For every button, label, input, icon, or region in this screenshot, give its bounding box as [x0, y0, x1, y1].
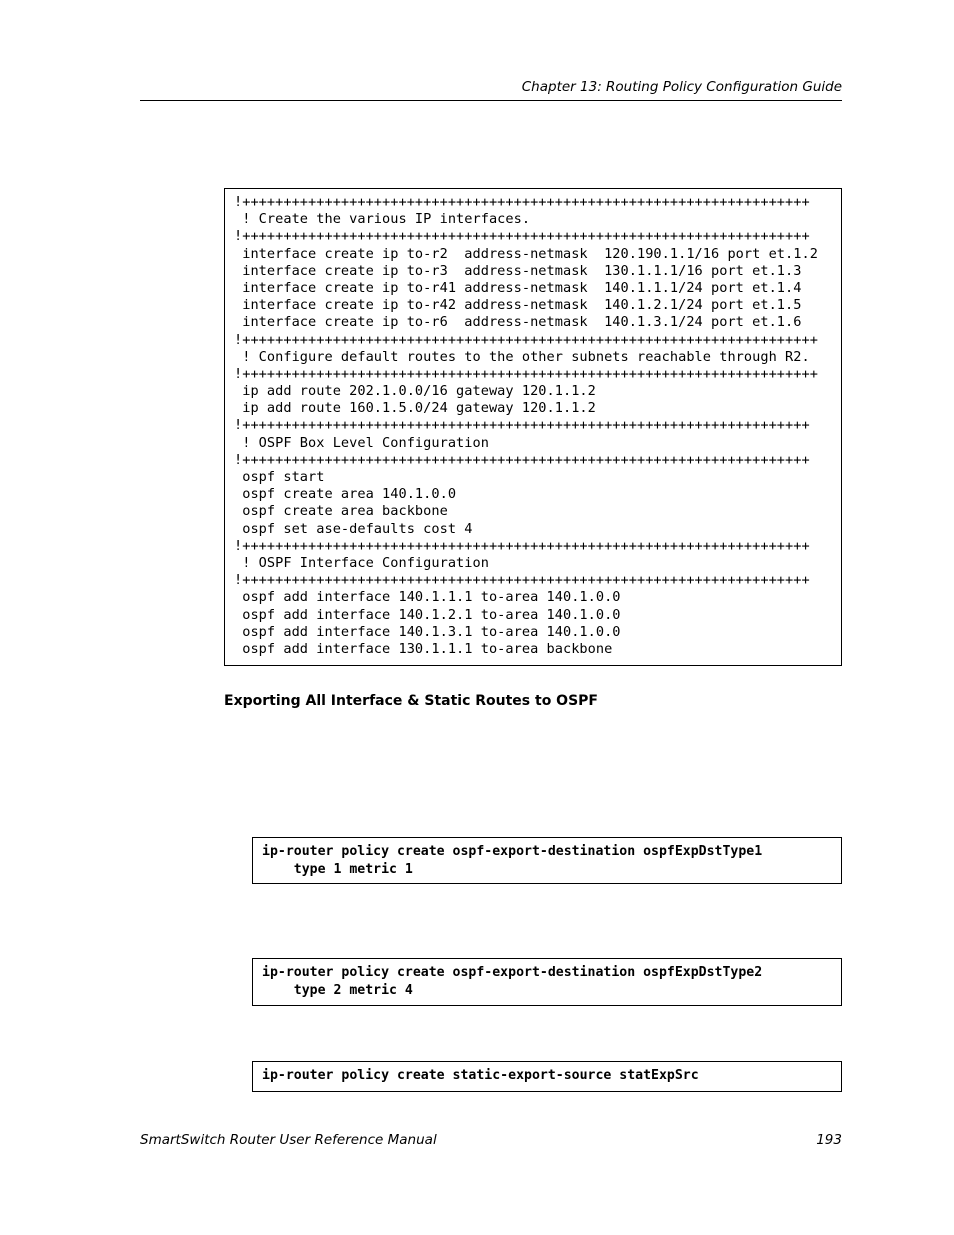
- code-line: ! Create the various IP interfaces.: [234, 211, 531, 228]
- command-line: type 2 metric 4: [262, 983, 413, 998]
- code-line: interface create ip to-r3 address-netmask 130.1.1.1/16 port et.1.3: [234, 262, 802, 279]
- code-line: !++++++++++++++++++++++++++++++++++++++++++++++++++++++++++++++++++++++: [234, 331, 818, 348]
- command-line: ip-router policy create static-export-source statExpSrc: [262, 1068, 699, 1083]
- command-box-ospf-export-type1: [252, 837, 842, 884]
- code-line: ip add route 160.1.5.0/24 gateway 120.1.1.2: [234, 400, 596, 417]
- command-line: ip-router policy create ospf-export-destination ospfExpDstType1: [262, 844, 763, 859]
- code-line: ! OSPF Interface Configuration: [234, 554, 489, 571]
- code-line: interface create ip to-r6 address-netmask 140.1.3.1/24 port et.1.6: [234, 314, 802, 331]
- code-line: ospf create area 140.1.0.0: [234, 486, 457, 503]
- code-line: interface create ip to-r42 address-netmask 140.1.2.1/24 port et.1.5: [234, 297, 802, 314]
- code-line: interface create ip to-r2 address-netmask 120.190.1.1/16 port et.1.2: [234, 245, 818, 262]
- code-line: !+++++++++++++++++++++++++++++++++++++++++++++++++++++++++++++++++++++: [234, 537, 810, 554]
- router-config-code-block: [224, 188, 842, 666]
- code-line: ospf add interface 140.1.3.1 to-area 140.1.0.0: [234, 623, 621, 640]
- code-line: ip add route 202.1.0.0/16 gateway 120.1.1.2: [234, 383, 596, 400]
- code-line: ! Configure default routes to the other subnets reachable through R2.: [234, 348, 810, 365]
- code-line: ospf create area backbone: [234, 503, 448, 520]
- code-line: interface create ip to-r41 address-netmask 140.1.1.1/24 port et.1.4: [234, 279, 802, 296]
- command-box-static-export-source: [252, 1061, 842, 1092]
- code-line: !+++++++++++++++++++++++++++++++++++++++++++++++++++++++++++++++++++++: [234, 417, 810, 434]
- header-divider: [140, 100, 842, 101]
- code-line: ospf add interface 130.1.1.1 to-area backbone: [234, 640, 613, 657]
- code-line: !+++++++++++++++++++++++++++++++++++++++++++++++++++++++++++++++++++++: [234, 451, 810, 468]
- code-line: !+++++++++++++++++++++++++++++++++++++++++++++++++++++++++++++++++++++: [234, 572, 810, 589]
- page-number: 193: [816, 1132, 842, 1148]
- command-line: ip-router policy create ospf-export-destination ospfExpDstType2: [262, 965, 763, 980]
- footer-manual-title: SmartSwitch Router User Reference Manual: [140, 1132, 437, 1148]
- code-line: ospf add interface 140.1.1.1 to-area 140.1.0.0: [234, 589, 621, 606]
- code-line: !++++++++++++++++++++++++++++++++++++++++++++++++++++++++++++++++++++++: [234, 365, 818, 382]
- command-box-ospf-export-type2: [252, 958, 842, 1006]
- code-line: ospf add interface 140.1.2.1 to-area 140.1.0.0: [234, 606, 621, 623]
- section-heading: Exporting All Interface & Static Routes to OSPF: [224, 693, 598, 709]
- code-line: ! OSPF Box Level Configuration: [234, 434, 489, 451]
- code-line: ospf start: [234, 469, 325, 485]
- code-line: ospf set ase-defaults cost 4: [234, 520, 473, 537]
- command-line: type 1 metric 1: [262, 862, 413, 877]
- running-header: Chapter 13: Routing Policy Configuration Guide: [521, 79, 842, 95]
- code-line: !+++++++++++++++++++++++++++++++++++++++++++++++++++++++++++++++++++++: [234, 228, 810, 245]
- code-line: !+++++++++++++++++++++++++++++++++++++++++++++++++++++++++++++++++++++: [234, 194, 810, 210]
